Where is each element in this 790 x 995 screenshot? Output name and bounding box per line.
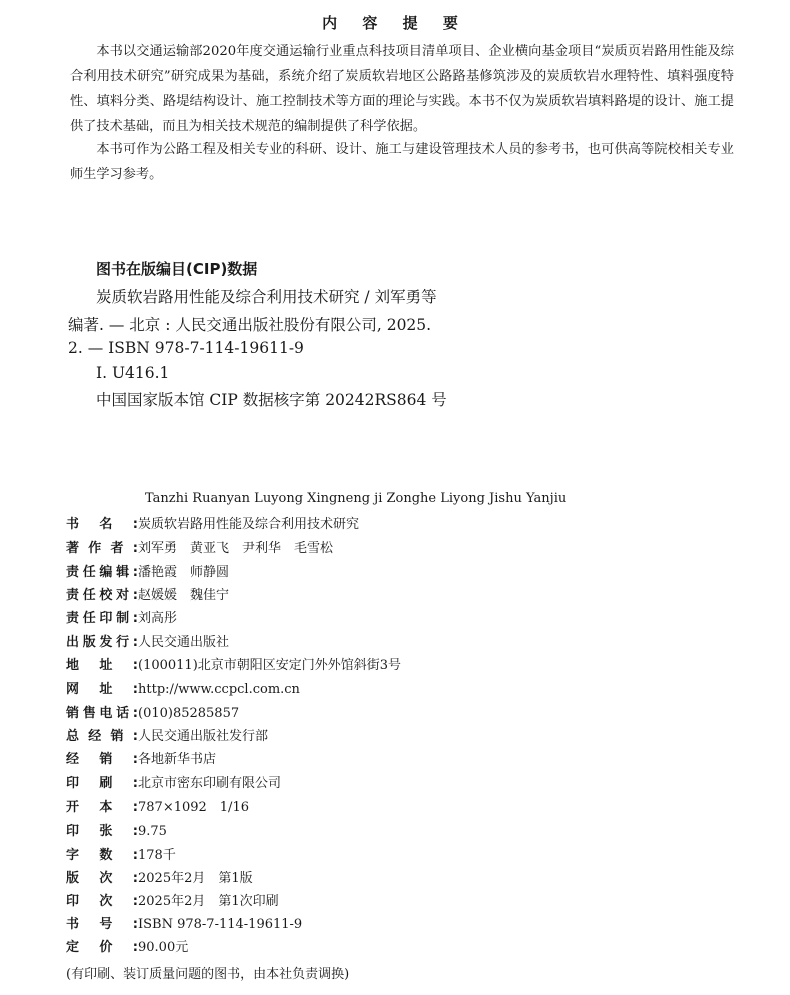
colophon-value: 各地新华书店 xyxy=(138,752,217,767)
colophon-row-isbn xyxy=(66,914,302,936)
colophon-label: 书名: xyxy=(66,517,138,532)
summary-heading: 内 容 提 要 xyxy=(322,14,468,32)
colophon-value: 787×1092 1/16 xyxy=(138,800,249,815)
colophon-label: 定价: xyxy=(66,940,138,955)
colophon-value: 北京市密东印刷有限公司 xyxy=(138,776,282,791)
colophon-row-edition xyxy=(66,868,253,890)
colophon-value: 2025年2月 第1次印刷 xyxy=(138,894,279,909)
colophon-label: 印次: xyxy=(66,894,138,909)
colophon-label: 印张: xyxy=(66,824,138,839)
colophon-label: 出版发行: xyxy=(66,635,138,650)
colophon-row-title xyxy=(66,514,359,536)
cip-line-2: 编著. — 北京 : 人民交通出版社股份有限公司, 2025. xyxy=(68,316,432,334)
colophon-row-general-distributor xyxy=(66,726,268,748)
cip-line-5: 中国国家版本馆 CIP 数据核字第 20242RS864 号 xyxy=(96,391,447,409)
colophon-row-format xyxy=(66,797,249,819)
colophon-value: http://www.ccpcl.com.cn xyxy=(138,682,300,697)
quality-footnote: (有印刷、装订质量问题的图书，由本社负责调换) xyxy=(66,967,350,982)
colophon-label: 字数: xyxy=(66,848,138,863)
colophon-row-address xyxy=(66,655,401,677)
colophon-label: 地址: xyxy=(66,658,138,673)
colophon-value: 潘艳霞 师静圆 xyxy=(138,565,230,580)
cip-line-1: 炭质软岩路用性能及综合利用技术研究 / 刘军勇等 xyxy=(96,288,437,306)
colophon-value: 炭质软岩路用性能及综合利用技术研究 xyxy=(138,517,360,532)
colophon-value: 赵媛媛 魏佳宁 xyxy=(138,588,230,603)
colophon-row-word-count xyxy=(66,845,176,867)
colophon-row-sheets xyxy=(66,821,167,843)
colophon-row-distributor xyxy=(66,749,216,771)
colophon-value: 178千 xyxy=(138,848,176,863)
colophon-value: 90.00元 xyxy=(138,940,189,955)
colophon-row-editor xyxy=(66,562,229,584)
colophon-label: 经销: xyxy=(66,752,138,767)
colophon-row-authors xyxy=(66,538,333,560)
colophon-row-sales-phone xyxy=(66,703,239,725)
colophon-value: (100011)北京市朝阳区安定门外外馆斜街3号 xyxy=(138,658,402,673)
colophon-label: 责任印制: xyxy=(66,611,138,626)
colophon-label: 责任校对: xyxy=(66,588,138,603)
colophon-value: 刘军勇 黄亚飞 尹利华 毛雪松 xyxy=(138,541,334,556)
colophon-label: 网址: xyxy=(66,682,138,697)
colophon-value: (010)85285857 xyxy=(138,706,240,721)
colophon-label: 书号: xyxy=(66,917,138,932)
cip-line-3: 2. — ISBN 978-7-114-19611-9 xyxy=(68,339,304,357)
colophon-value: 9.75 xyxy=(138,824,167,839)
colophon-label: 总经销: xyxy=(66,729,138,744)
colophon-row-publisher xyxy=(66,632,229,654)
colophon-label: 版次: xyxy=(66,871,138,886)
colophon-value: 2025年2月 第1版 xyxy=(138,871,253,886)
colophon-row-printer xyxy=(66,773,281,795)
cip-line-4: Ⅰ. U416.1 xyxy=(96,364,170,382)
colophon-row-printing xyxy=(66,891,279,913)
pinyin-title: Tanzhi Ruanyan Luyong Xingneng ji Zonghe Liyong Jishu Yanjiu xyxy=(145,491,567,506)
cip-title: 图书在版编目(CIP)数据 xyxy=(96,260,258,278)
colophon-label: 销售电话: xyxy=(66,706,138,721)
summary-paragraph-1: 本书以交通运输部2020年度交通运输行业重点科技项目清单项目、企业横向基金项目“炭质页岩路用性能及综合利用技术研究”研究成果为基础，系统介绍了炭质软岩地区公路路基修筑涉及的炭质软岩水理特性、填料强度特性、填料分类、路堤结构设计、施工控制技术等方面的理论与实践。本书不仅为炭质软岩填料路堤的设计、施工提供了技术基础，而且为相关技术规范的编制提供了科学依据。 xyxy=(70,44,734,134)
colophon-value: 刘高彤 xyxy=(138,611,178,626)
colophon-row-proofreader xyxy=(66,585,229,607)
colophon-label: 著作者: xyxy=(66,541,138,556)
colophon-value: 人民交通出版社 xyxy=(138,635,230,650)
colophon-row-website xyxy=(66,679,300,701)
colophon-value: 人民交通出版社发行部 xyxy=(138,729,269,744)
colophon-row-print-manager xyxy=(66,608,177,630)
summary-paragraph-2: 本书可作为公路工程及相关专业的科研、设计、施工与建设管理技术人员的参考书，也可供高等院校相关专业师生学习参考。 xyxy=(70,142,734,182)
colophon-value: ISBN 978-7-114-19611-9 xyxy=(138,917,303,932)
colophon-label: 责任编辑: xyxy=(66,565,138,580)
colophon-row-price xyxy=(66,937,188,959)
colophon-label: 印刷: xyxy=(66,776,138,791)
colophon-label: 开本: xyxy=(66,800,138,815)
